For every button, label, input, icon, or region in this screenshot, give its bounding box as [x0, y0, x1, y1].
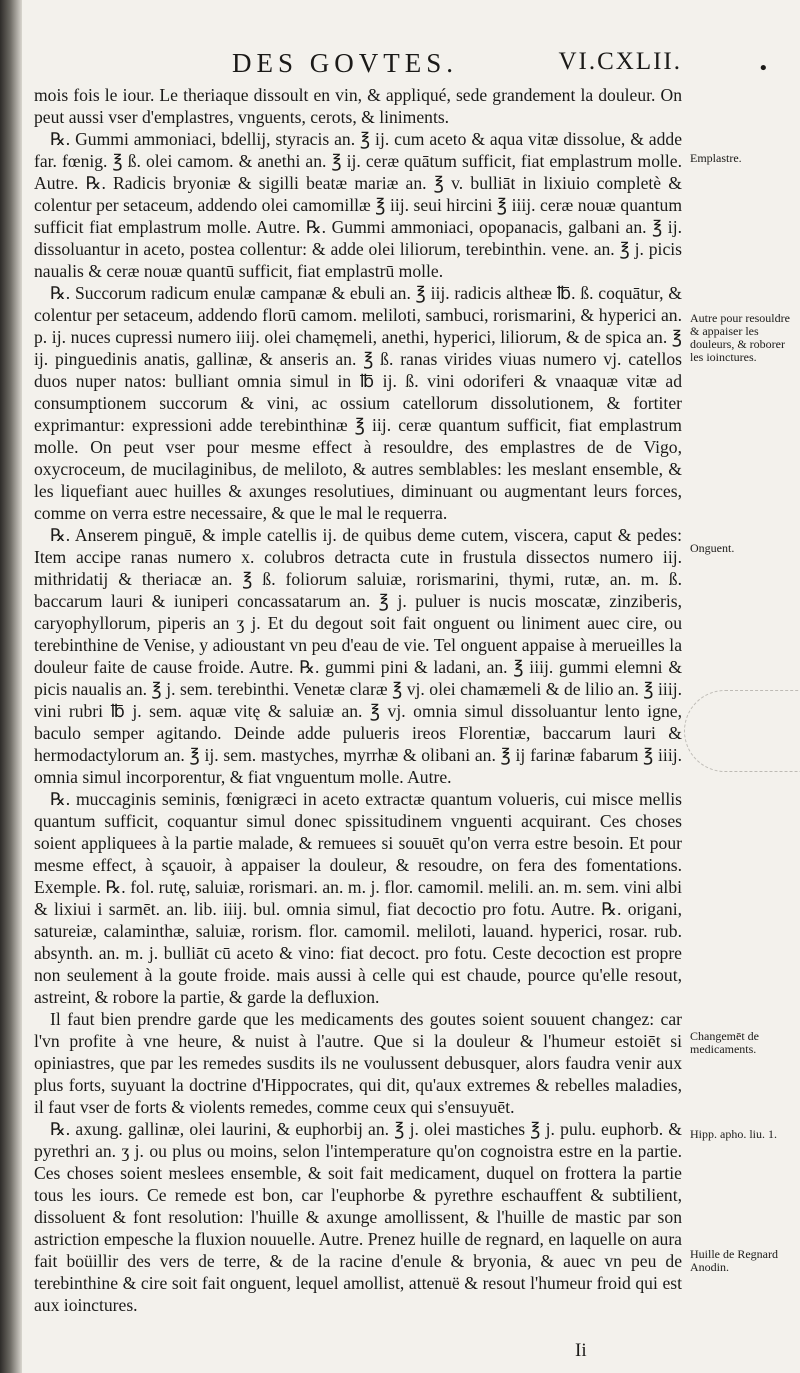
- text-paragraph: ℞. axung. gallinæ, olei laurini, & euphorbij an. ℥ j. olei mastiches ℥ j. pulu. euphorb. & pyrethri an. ʒ j. ou plus ou moins, selon l'intemperature qu'on cognoistra estre en la partie. Ces choses soient meslees ensemble, & soit fait medicament, duquel on frottera la partie tous les iours. Ce remede est bon, car l'euphorbe & pyrethre eschauffent & subtilient, dissoluent & font resolution: l'huille & axunge amollissent, & l'huille de mastic par son astriction empesche la fluxion nouuelle. Autre. Prenez huille de regnard, en laquelle on aura fait boüillir des vers de terre, & de la racine d'enule & bryonia, & auec vn peu de terebinthine & cire soit fait onguent, lequel amollist, attenuë & resout l'humeur froid qui est aux ioinctures.: [34, 1119, 682, 1315]
- text-paragraph: ℞. Succorum radicum enulæ campanæ & ebuli an. ℥ iij. radicis altheæ ℔. ß. coquātur, & colentur per setaceum, addendo florū camom. meliloti, sambuci, rorismarini, & hyperici an. p. ij. nuces cupressi numero iiij. olei chamęmeli, anethi, hyperici, liliorum, & de spica an. ℥ ij. pinguedinis anatis, gallinæ, & anseris an. ℥ ß. ranas virides viuas numero vj. catellos duos nuper natos: bulliant omnia simul in ℔ ij. ß. vini odoriferi & vnaaquæ vitæ ad consumptionem succorum & vini, ac ossium catellorum dissolutionem, & fortiter exprimantur: expressioni adde terebinthinæ ℥ iij. ceræ quantum sufficit, fiat emplastrum molle. On peut vser pour mesme effect à resouldre, des emplastres de de Vigo, oxycroceum, de mucilaginibus, de meliloto, & autres semblables: les meslant ensemble, & les liquefiant auec huilles & axunges resolutiues, diminuant ou augmentant leurs forces, comme on verra estre necessaire, & que le mal le requerra.: [34, 283, 682, 523]
- text-paragraph: Il faut bien prendre garde que les medicaments des goutes soient souuent changez: car l'vn profite à vne heure, & nuist à l'autre. Que si la douleur & l'humeur estoiēt si opiniastres, que par les remedes susdits ils ne voulussent debusquer, alors faudra venir aux plus forts, suyuant la doctrine d'Hippocrates, qui dit, qu'aux extremes & rebelles maladies, il faut vser de forts & violents remedes, comme ceux qui s'ensuyuēt.: [34, 1009, 682, 1117]
- book-spine-shadow: [0, 0, 22, 1373]
- main-text-block: [34, 84, 682, 1316]
- text-paragraph: ℞. Anserem pinguē, & imple catellis ij. de quibus deme cutem, viscera, caput & pedes: Item accipe ranas numero x. colubros detracta cute in frustula dissectos numero iij. mithridatij & theriacæ an. ℥ ß. foliorum saluiæ, rorismarini, thymi, rutæ, an. m. ß. baccarum lauri & iuniperi concassatarum an. ℥ j. puluer is nucis moscatæ, zinziberis, caryophyllorum, piperis an ʒ j. Et du degout soit fait onguent ou liniment auec cire, ou terebinthine de Venise, y adioustant vn peu d'eau de vie. Tel onguent appaise à merueilles la douleur faite de cause froide. Autre. ℞. gummi pini & ladani, an. ℥ iiij. gummi elemni & picis naualis an. ℥ j. sem. terebinthi. Venetæ claræ ℥ vj. olei chamæmeli & de lilio an. ℥ iiij. vini rubri ℔ j. sem. aquæ vitę & saluiæ an. ℥ vj. omnia simul dissoluantur lento igne, baculo semper agitando. Deinde adde pulueris ireos Florentiæ, baccarum lauri & hermodactylorum an. ℥ ij. sem. mastyches, myrrhæ & olibani an. ℥ ij farinæ fabarum ℥ iiij. omnia simul incorporentur, & fiat vnguentum molle. Autre.: [34, 525, 682, 787]
- ornament-dot: •: [758, 58, 769, 79]
- margin-note: Autre pour resouldre & appaiser les douleurs, & roborer les ioinctures.: [690, 311, 790, 364]
- library-stamp: [684, 690, 800, 772]
- margin-note: Onguent.: [690, 541, 735, 555]
- signature-mark: Ii: [575, 1340, 587, 1361]
- folio-number: VI.CXLII.: [558, 48, 682, 75]
- margin-note: Hipp. apho. liu. 1.: [690, 1127, 777, 1141]
- running-head-title: DES GOVTES.: [232, 48, 459, 78]
- running-head: [232, 48, 682, 84]
- margin-note: Changemēt de medicaments.: [690, 1029, 759, 1056]
- text-paragraph: ℞. Gummi ammoniaci, bdellij, styracis an. ℥ ij. cum aceto & aqua vitæ dissolue, & adde far. fœnig. ℥ ß. olei camom. & anethi an. ℥ ij. ceræ quātum sufficit, fiat emplastrum molle. Autre. ℞. Radicis bryoniæ & sigilli beatæ mariæ an. ℥ v. bulliāt in lixiuio completè & colentur per setaceum, addendo olei camomillæ ℥ iij. seui hircini ℥ iiij. ceræ nouæ quantum sufficit fiat emplastrum molle. Autre. ℞. Gummi ammoniaci, opopanacis, galbani an. ℥ ij. dissoluantur in aceto, postea collentur: & adde olei liliorum, terebinthin. vene. an. ℥ j. picis naualis & ceræ nouæ quantū sufficit, fiat emplastrū molle.: [34, 129, 682, 281]
- margin-note: Huille de Regnard Anodin.: [690, 1247, 778, 1274]
- text-paragraph: mois fois le iour. Le theriaque dissoult en vin, & appliqué, sede grandement la douleur. On peut aussi vser d'emplastres, vnguents, cerots, & liniments.: [34, 85, 682, 127]
- text-paragraph: ℞. muccaginis seminis, fœnigræci in aceto extractæ quantum volueris, cui misce mellis quantum sufficit, coquantur simul donec spissitudinem vnguenti acquirant. Ces choses soient appliquees à la partie malade, & remuees si souuēt qu'on verra estre besoin. Et pour mesme effect, à sçauoir, à appaiser la douleur, & resoudre, on fera des fomentations. Exemple. ℞. fol. rutę, saluiæ, rorismari. an. m. j. flor. camomil. melili. an. m. sem. vini albi & lixiui i sarmēt. an. lib. iiij. bul. omnia simul, fiat decoctio pro fotu. Autre. ℞. origani, satureiæ, calaminthæ, saluiæ, rorism. flor. camomil. meliloti, lauand. hyperici, rosar. rub. absynth. an. m. j. bulliāt cū aceto & vino: fiat decoct. pro fotu. Ceste decoction est propre non seulement à la goute froide. mais aussi à celle qui est chaude, pource qu'elle resout, astreint, & robore la partie, & garde la defluxion.: [34, 789, 682, 1007]
- margin-note: Emplastre.: [690, 151, 742, 165]
